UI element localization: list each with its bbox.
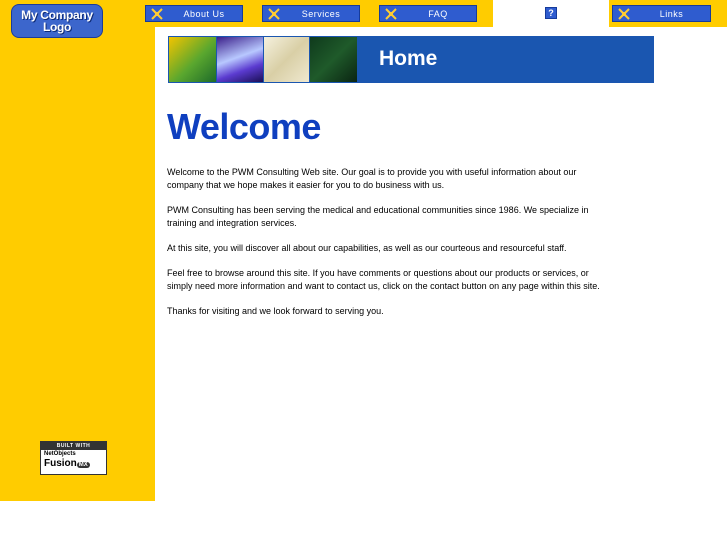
cross-arrows-icon	[151, 8, 163, 20]
paragraph: Thanks for visiting and we look forward to serving you.	[167, 306, 384, 316]
logo-line-1: My Company	[21, 8, 93, 22]
nav-links-label: Links	[659, 9, 684, 19]
badge-line-2	[41, 458, 106, 471]
badge-top-text: BUILT WITH	[41, 442, 106, 450]
cross-arrows-icon	[618, 8, 630, 20]
page-content	[167, 166, 612, 330]
paragraph: PWM Consulting has been serving the medical and educational communities since 1986. We specialize in training and integration services.	[167, 205, 589, 228]
company-logo[interactable]	[11, 4, 103, 38]
badge-line-1: NetObjects	[44, 451, 76, 457]
banner-photo-numbers	[310, 37, 357, 82]
paragraph: Feel free to browse around this site. If you have comments or questions about our products or services, or simply need more information and want to contact us, click on the contact button on any page within this site.	[167, 268, 600, 291]
banner-photo-leaf	[169, 37, 216, 82]
left-sidebar	[0, 0, 155, 501]
nav-about-us-label: About Us	[183, 9, 225, 19]
page-title: Welcome	[167, 106, 321, 147]
page-banner	[168, 36, 654, 83]
nav-faq-label: FAQ	[428, 9, 448, 19]
banner-photo-paper	[264, 37, 309, 82]
netobjects-fusion-badge[interactable]	[40, 441, 107, 475]
nav-services-label: Services	[301, 9, 341, 19]
banner-photo-light	[217, 37, 263, 82]
nav-about-us-button[interactable]	[145, 5, 243, 22]
cross-arrows-icon	[385, 8, 397, 20]
nav-services-button[interactable]	[262, 5, 360, 22]
cross-arrows-icon	[268, 8, 280, 20]
logo-line-2: Logo	[42, 20, 72, 34]
badge-product-name: Fusion	[44, 458, 77, 469]
banner-title: Home	[379, 47, 438, 70]
nav-links-button[interactable]	[612, 5, 711, 22]
paragraph: Welcome to the PWM Consulting Web site. Our goal is to provide you with useful information about our company that we hope makes it easier for you to do business with us.	[167, 167, 577, 190]
help-icon[interactable]: ?	[545, 7, 557, 19]
nav-faq-button[interactable]	[379, 5, 477, 22]
paragraph: At this site, you will discover all about our capabilities, as well as our courteous and resourceful staff.	[167, 243, 567, 253]
nav-current-page-slot	[493, 0, 609, 27]
badge-suffix: MX	[78, 462, 88, 468]
